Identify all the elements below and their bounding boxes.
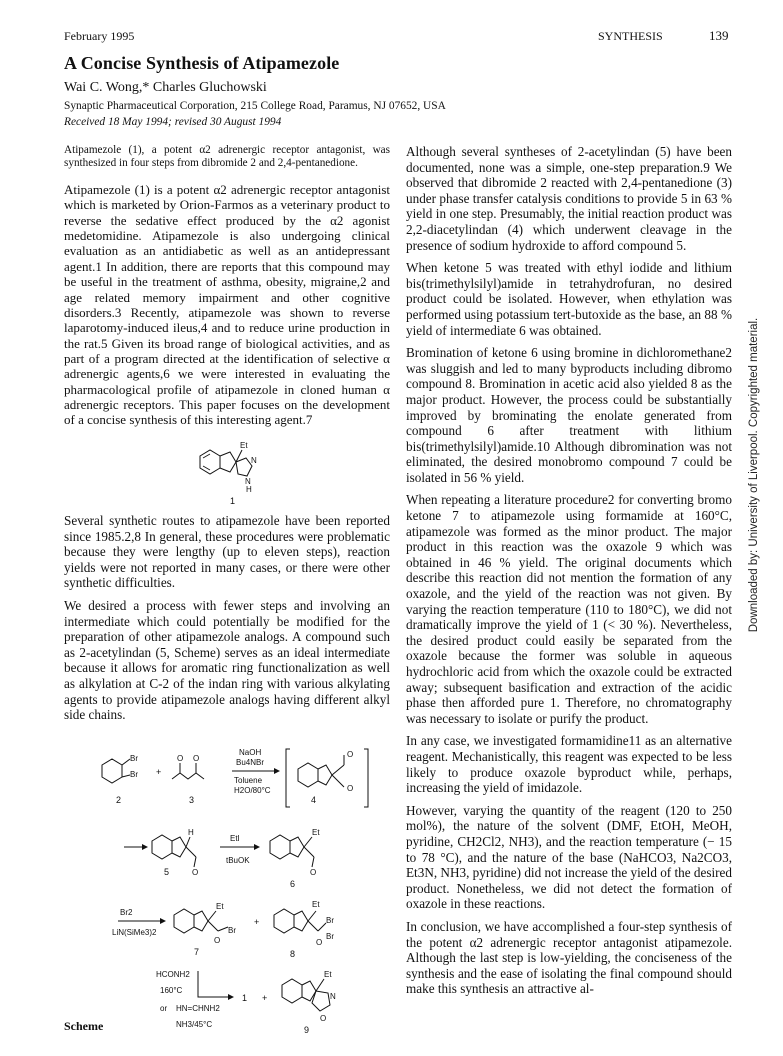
svg-text:O: O (347, 784, 354, 793)
svg-text:Bu4NBr: Bu4NBr (236, 758, 265, 767)
svg-text:6: 6 (290, 879, 296, 889)
svg-text:Br: Br (130, 770, 138, 779)
imidazole-n-bottom: N (245, 477, 251, 486)
abstract: Atipamezole (1), a potent α2 adrenergic receptor antagonist, was synthesized in four steps from dibromide 2 and 2,4-pentanedione. (64, 144, 390, 169)
scheme-label: Scheme (64, 1019, 104, 1033)
svg-text:O: O (193, 754, 200, 763)
svg-text:NaOH: NaOH (239, 748, 262, 757)
svg-text:O: O (320, 1014, 327, 1023)
imidazole-h: H (246, 485, 252, 494)
paragraph: Bromination of ketone 6 using bromine in dichloromethane2 was sluggish and led to many byproducts including dibromo compound 8. Bromination in acetic acid also yielded 8 as the major product. However, the process could be substantially improved by brominating the enolate generated from compound 6 after treatment with lithium bis(trimethylsilyl)amide.10 Although dibromination was not eliminated, the desired monobromo compound 7 could be isolated in 56 % yield. (406, 345, 732, 485)
svg-text:O: O (192, 868, 199, 877)
right-column (406, 144, 732, 1004)
bromoketone-7 (174, 902, 236, 957)
svg-text:+: + (254, 917, 260, 927)
svg-text:O: O (177, 754, 184, 763)
svg-text:LiN(SiMe3)2: LiN(SiMe3)2 (112, 928, 157, 937)
svg-text:3: 3 (189, 795, 195, 805)
svg-text:Toluene: Toluene (234, 776, 263, 785)
svg-text:9: 9 (304, 1025, 310, 1035)
sidebar-text: Downloaded by: University of Liverpool. Copyrighted material. (748, 317, 760, 633)
svg-text:Et: Et (216, 902, 224, 911)
left-column (64, 144, 390, 435)
svg-text:O: O (316, 938, 323, 947)
svg-text:Br: Br (326, 932, 334, 941)
svg-text:Br: Br (130, 754, 138, 763)
paragraph: Several synthetic routes to atipamezole have been reported since 1985.2,8 In general, these procedures were problematic because they were lengthy (up to eleven steps), reaction yields were not reported in many cases, or there were other synthetic difficulties. (64, 513, 390, 591)
header-journal: SYNTHESIS (598, 29, 663, 43)
svg-text:1: 1 (242, 993, 248, 1003)
svg-text:NH3/45°C: NH3/45°C (176, 1020, 213, 1029)
svg-text:HN=CHNH2: HN=CHNH2 (176, 1004, 220, 1013)
paragraph: In conclusion, we have accomplished a four-step synthesis of the potent α2 adrenergic receptor antagonist atipamezole. Although the last step is low-yielding, the conciseness of the synthesis and the ease of isolating the final compound should make this synthesis an attractive al- (406, 918, 732, 997)
svg-text:EtI: EtI (230, 834, 240, 843)
acetylindan-5 (152, 828, 198, 877)
imidazole-n-top: N (251, 456, 257, 465)
svg-text:160°C: 160°C (160, 986, 183, 995)
pentanedione-3 (172, 754, 204, 805)
svg-text:Et: Et (324, 970, 332, 979)
header-page-number: 139 (709, 28, 729, 43)
svg-text:O: O (214, 936, 221, 945)
svg-text:tBuOK: tBuOK (226, 856, 250, 865)
ethyl-label: Et (240, 441, 248, 450)
header-date: February 1995 (64, 29, 135, 43)
article-dates: Received 18 May 1994; revised 30 August 1994 (64, 116, 282, 128)
reaction-scheme (64, 745, 394, 1035)
article-affiliation: Synaptic Pharmaceutical Corporation, 215 College Road, Paramus, NJ 07652, USA (64, 100, 446, 112)
svg-text:2: 2 (116, 795, 122, 805)
svg-text:Br: Br (228, 926, 236, 935)
left-column-lower (64, 513, 390, 730)
svg-text:or: or (160, 1004, 168, 1013)
svg-text:O: O (347, 750, 354, 759)
diacetylindan-4 (286, 749, 368, 807)
article-title: A Concise Synthesis of Atipamezole (64, 53, 340, 73)
oxazole-9 (282, 970, 336, 1035)
paragraph: We desired a process with fewer steps and involving an intermediate which could potentially be modified for the preparation of other atipamezole analogs. A compound such as 2-acetylindan (5, Scheme) serves as an ideal intermediate because it allows for aromatic ring functionalization as well as alkylation at C-2 of the indan ring with various alkylating agents to provide atipamezole analogs having different alkyl side chains. (64, 597, 390, 723)
paragraph: Although several syntheses of 2-acetylindan (5) have been documented, none was a simple, one-step preparation.9 We observed that dibromide 2 reacted with 2,4-pentanedione (3) under phase transfer catalysis conditions to provide 5 in 63 % yield in one step. Presumably, the initial reaction product was 2,2-diacetylindan (4) which underwent cleavage in the presence of sodium hydroxide to afford compound 5. (406, 144, 732, 253)
svg-text:Et: Et (312, 900, 320, 909)
svg-text:+: + (262, 993, 268, 1003)
atipamezole-structure (190, 436, 280, 506)
svg-text:Br2: Br2 (120, 908, 133, 917)
article-authors: Wai C. Wong,* Charles Gluchowski (64, 80, 267, 95)
paragraph: However, varying the quantity of the reagent (120 to 250 mol%), the nature of the solvent (DMF, EtOH, MeOH, pyridine, CH2Cl2, NH3), and the reaction temperature (− 15 to 78 °C), and the nature of the base (NaHCO3, Na2CO3, Et3N, NH3, pyridine) did not increase the yield of the desired product. Nonetheless, we did not detect the formation of oxazole in these reactions. (406, 802, 732, 912)
paragraph: Atipamezole (1) is a potent α2 adrenergic receptor antagonist which is marketed by Orion-Farmos as a veterinary product to reverse the sedative effect produced by the α2 agonist medetomidine. Atipamezole is also undergoing clinical evaluation as an antidiabetic as well as an antidepressant agent.1 In addition, there are reports that this compound may be useful in the treatment of asthma, obesity, migraine,2 and age related memory impairment and other cognitive disorders.3 Recently, atipamezole was shown to reverse laparotomy-induced ileus,4 and to reduce urine production in the rat.5 Given its broad range of biological activities, and as part of a program directed at the identification of selective α adrenergic agents,6 we were interested in evaluating the pharmacological profile of atipamezole in cloned human α adrenergic receptors. This paper focuses on the development of a concise synthesis of this interesting agent.7 (64, 182, 390, 428)
svg-text:8: 8 (290, 949, 296, 959)
svg-text:HCONH2: HCONH2 (156, 970, 190, 979)
svg-text:H2O/80°C: H2O/80°C (234, 786, 271, 795)
ethyl-ketone-6 (270, 828, 320, 889)
paragraph: In any case, we investigated formamidine11 as an alternative reagent. Mechanistically, this reagent was expected to be less likely to produce oxazole byproduct while, perhaps, increasing the yield of imidazole. (406, 733, 732, 796)
svg-text:4: 4 (311, 795, 317, 805)
paragraph: When repeating a literature procedure2 for converting bromo ketone 7 to atipamezole using formamide at 160°C, atipamezole was formed as the minor product. The major product in this reaction was the oxazole 9 which was obtained in 46 % yield. The original documents which describe this reaction did not mention the formation of any oxazole, and the yield of the reaction was not given. By varying the reaction temperature (110 to 180°C), we did not dramatically improve the yield of 1 (< 30 %). Nevertheless, the desired product could easily be separated from the oxazole because the former was soluble in aqueous hydrochloric acid from which the oxazole could be extracted away; subsequent basification and extraction of the acidic phase then afforded pure 1. Therefore, no chromatography was necessary to isolate or purify the product. (406, 492, 732, 726)
dibromide-2 (102, 754, 138, 805)
svg-text:O: O (310, 868, 317, 877)
svg-text:H: H (188, 828, 194, 837)
svg-text:Et: Et (312, 828, 320, 837)
svg-text:+: + (156, 767, 162, 777)
svg-text:5: 5 (164, 867, 170, 877)
paragraph: When ketone 5 was treated with ethyl iodide and lithium bis(trimethylsilyl)amide in tetrahydrofuran, no desired product could be isolated. However, when ethylation was performed using potassium tert-butoxide as the base, an 88 % yield of intermediate 6 was obtained. (406, 260, 732, 338)
svg-text:7: 7 (194, 947, 200, 957)
dibromoketone-8 (274, 900, 334, 959)
download-sidebar (744, 220, 764, 730)
compound-label: 1 (230, 496, 236, 506)
svg-text:N: N (330, 992, 336, 1001)
svg-text:Br: Br (326, 916, 334, 925)
